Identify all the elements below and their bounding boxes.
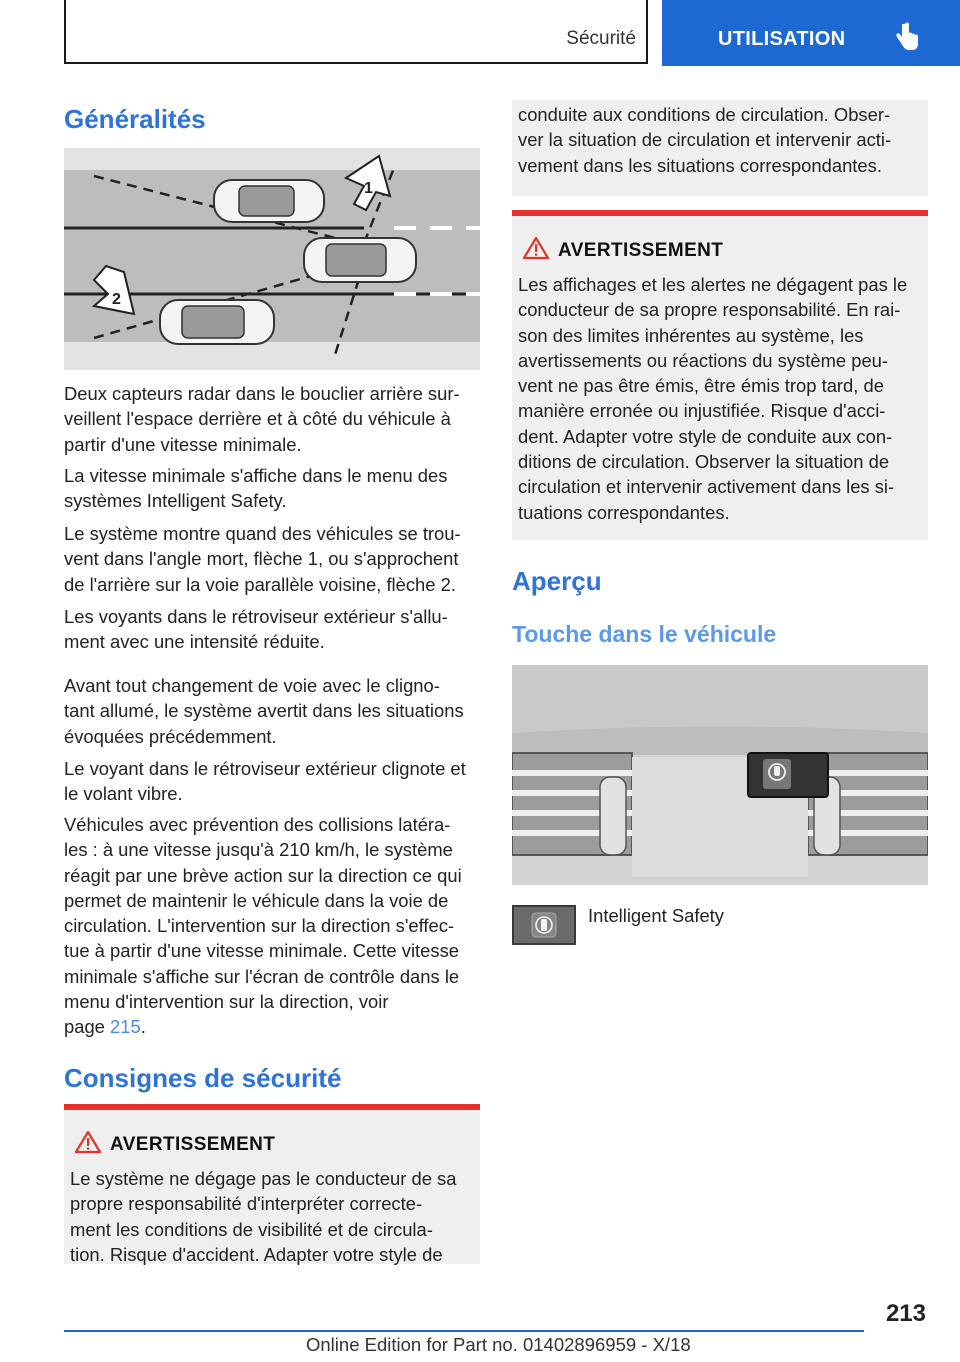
edition-text: Online Edition for Part no. 01402896959 - X/18 <box>306 1334 691 1355</box>
page-title: Généralités <box>64 104 206 134</box>
car-top <box>214 180 324 222</box>
chapter-tab[interactable] <box>662 0 960 66</box>
intelligent-safety-label: Intelligent Safety <box>588 905 724 926</box>
paragraph-7-text: Véhicules avec prévention des collisions latéra- les : à une vitesse jusqu'à 210 km/h, le système réagit par une brève action sur la direction ce qui permet de maintenir le véhicule dans la voie de circulation. L'intervention sur la direction s'effec- tue à partir d'une vitesse minimale. Cette vitesse minimale s'affiche sur l'écran de contrôle dans le menu d'intervention sur la direction, voir page <box>64 814 462 1038</box>
arrow-2-label: 2 <box>112 291 121 308</box>
button-subsection-title: Touche dans le véhicule <box>512 621 777 647</box>
overview-title: Aperçu <box>512 566 602 596</box>
blind-spot-figure <box>64 148 480 370</box>
blind-spot-diagram <box>64 148 480 370</box>
warning-box-2 <box>512 210 928 540</box>
paragraph-2: La vitesse minimale s'affiche dans le menu des systèmes Intelligent Safety. <box>64 465 448 512</box>
paragraph-6: Le voyant dans le rétroviseur extérieur clignote et le volant vibre. <box>64 758 466 805</box>
page-number: 213 <box>885 1300 926 1327</box>
hand-pointer-icon <box>894 22 920 52</box>
paragraph-3: Le système montre quand des véhicules se trou- vent dans l'angle mort, flèche 1, ou s'approchent de l'arrière sur la voie parallèle voisine, flèche 2. <box>64 523 461 595</box>
warning-2-text: Les affichages et les alertes ne dégagent pas le conducteur de sa propre responsabilité. En rai- son des limites inhérentes au système, les avertissements ou réactions du système peu- vent ne pas être émis, être émis trop tard, de manière erronée ou injustifiée. Risque d'acci- dent. Adapter votre style de conduite aux con- ditions de circulation. Observer la situation de circulation et intervenir activement dans les si- tuations correspondantes. <box>518 274 908 523</box>
intelligent-safety-icon <box>512 905 576 945</box>
warning-triangle-icon <box>74 1130 102 1154</box>
warning-1-continued-box <box>512 100 928 196</box>
page-reference-link[interactable]: 215 <box>110 1016 141 1038</box>
paragraph-1: Deux capteurs radar dans le bouclier arrière sur- veillent l'espace derrière et à côté du véhicule à partir d'une vitesse minimale. <box>64 383 460 455</box>
safety-section-title: Consignes de sécurité <box>64 1063 342 1093</box>
dashboard-illustration <box>512 665 928 885</box>
warning-1-text: Le système ne dégage pas le conducteur de sa propre responsabilité d'interpréter correcte- ment les conditions de visibilité et de circula- tion. Risque d'accident. Adapter votre style de <box>70 1168 457 1265</box>
car-sensor-icon <box>514 907 574 943</box>
intelligent-safety-button <box>748 753 828 797</box>
paragraph-5: Avant tout changement de voie avec le cligno- tant allumé, le système avertit dans les situations évoquées précédemment. <box>64 675 464 747</box>
warning-1-label: AVERTISSEMENT <box>110 1134 276 1155</box>
footer-divider <box>64 1330 864 1332</box>
warning-triangle-icon <box>522 236 550 260</box>
left-air-vent <box>512 753 632 855</box>
arrow-1-label: 1 <box>364 180 373 197</box>
vehicle-button-figure <box>512 665 928 885</box>
header-frame <box>64 0 648 64</box>
chapter-label: UTILISATION <box>718 28 846 50</box>
car-middle <box>304 238 416 282</box>
paragraph-4: Les voyants dans le rétroviseur extérieur s'allu- ment avec une intensité réduite. <box>64 606 448 653</box>
car-bottom <box>160 300 274 344</box>
warning-2-label: AVERTISSEMENT <box>558 240 724 261</box>
paragraph-7 <box>64 812 484 1040</box>
warning-1-continued-text: conduite aux conditions de circulation. Obser- ver la situation de circulation et intervenir acti- vement dans les situations correspondantes. <box>518 104 892 176</box>
page-reference-suffix: . <box>140 1016 146 1038</box>
warning-box-1 <box>64 1104 480 1264</box>
section-label: Sécurité <box>566 28 636 49</box>
